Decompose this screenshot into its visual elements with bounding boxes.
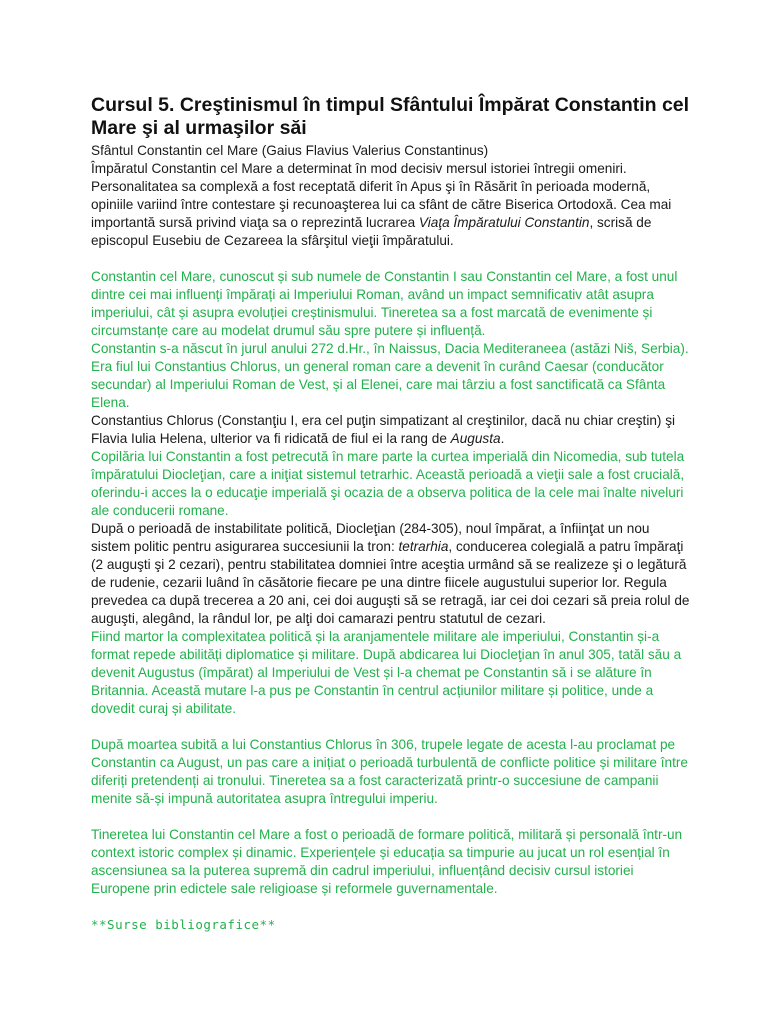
dark-paragraph-2-part2: , conducerea colegială a patru împăraţi (2 auguşti şi 2 cezari), pentru stabilitatea domniei între aceştia urmând să se realizeze şi o legătură de rudenie, cezarii luând în căsătorie fiecare pe una dintre fiicele augustului superior lor. Regula prevedea ca după trecerea a 20 ani, cei doi auguşti să se retragă, iar cei doi cezari să preia rolul de auguşti, alegând, la rândul lor, pe alţi doi camarazi pentru statutul de cezari. — [91, 539, 690, 626]
paragraph-gap — [91, 250, 691, 268]
green-paragraph-2: Constantin s-a născut în jurul anului 272 d.Hr., în Naissus, Dacia Mediteraneea (astăzi Niš, Serbia). Era fiul lui Constantius Chlorus, un general roman care a devenit în curând Caesar (conducător secundar) al Imperiului Roman de Vest, și al Elenei, care mai târziu a fost sanctificată ca Sfânta Elena. — [91, 341, 689, 410]
dark-paragraph-1-text: Constantius Chlorus (Constanţiu I, era cel puţin simpatizant al creştinilor, dacă nu chiar creştin) şi Flavia Iulia Helena, ulterior va fi ridicată de fiul ei la rang de — [91, 413, 676, 446]
document-title: Cursul 5. Creştinismul în timpul Sfântului Împărat Constantin cel Mare şi al urmaşilor săi — [91, 94, 690, 139]
sources-heading: **Surse bibliografice** — [91, 917, 276, 932]
document-subtitle: Sfântul Constantin cel Mare (Gaius Flavius Valerius Constantinus) — [91, 143, 489, 158]
document-page — [91, 94, 691, 934]
dark-paragraph-2-italic: tetrarhia — [398, 539, 449, 554]
dark-paragraph-2-part1: După o perioadă de instabilitate politică, Diocleţian (284-305), noul împărat, a înfiinţat un nou sistem politic pentru asigurarea succesiunii la tron: — [91, 521, 650, 554]
intro-text-part1: Împăratul Constantin cel Mare a determinat în mod decisiv mersul istoriei întregii omeniri. Personalitatea sa complexă a fost receptată diferit în Apus şi în Răsărit în perioada modernă, opiniile variind între contestare şi recunoaşterea lui ca sfânt de către Biserica Ortodoxă. Cea mai importantă sursă privind viaţa sa o reprezintă lucrarea — [91, 161, 672, 230]
dark-paragraph-1 — [91, 412, 691, 448]
dark-paragraph-2 — [91, 520, 691, 628]
paragraph-gap — [91, 718, 691, 736]
green-paragraph-4: Fiind martor la complexitatea politică și la aranjamentele militare ale imperiului, Constantin și-a format repede abilități diplomatice și militare. După abdicarea lui Diocleţian în anul 305, tatăl său a devenit Augustus (împărat) al Imperiului de Vest și l-a chemat pe Constantin să i se alăture în Britannia. Această mutare l-a pus pe Constantin în centrul acțiunilor militare și politice, unde a dovedit curaj și abilitate. — [91, 629, 682, 716]
paragraph-gap — [91, 808, 691, 826]
intro-text-part2: , scrisă de episcopul Eusebiu de Cezareea la sfârşitul vieţii împăratului. — [91, 215, 652, 248]
intro-paragraph — [91, 160, 691, 250]
intro-italic-title: Viaţa Împăratului Constantin — [418, 215, 590, 230]
dark-paragraph-1-end: . — [500, 431, 505, 446]
green-paragraph-6: Tineretea lui Constantin cel Mare a fost o perioadă de formare politică, militară și personală într-un context istoric complex și dinamic. Experiențele și educația sa timpurie au jucat un rol esențial în ascensiunea sa la puterea supremă din cadrul imperiului, influențând decisiv cursul istoriei Europene prin edictele sale religioase și reformele guvernamentale. — [91, 827, 683, 896]
green-paragraph-5: După moartea subită a lui Constantius Chlorus în 306, trupele legate de acesta l-au proclamat pe Constantin ca August, un pas care a inițiat o perioadă turbulentă de conflicte politice și militare între diferiți pretendenți ai tronului. Tineretea sa a fost caracterizată printr-o succesiune de campanii menite să-și impună autoritatea asupra întregului imperiu. — [91, 737, 688, 806]
green-paragraph-3: Copilăria lui Constantin a fost petrecută în mare parte la curtea imperială din Nicomedia, sub tutela împăratului Diocleţian, care a iniţiat sistemul tetrarhic. Această perioadă a vieţii sale a fost crucială, oferindu-i acces la o educaţie imperială şi ocazia de a observa politica de la cele mai înalte niveluri ale conducerii romane. — [91, 449, 685, 518]
paragraph-gap — [91, 898, 691, 916]
dark-paragraph-1-italic: Augusta — [450, 431, 501, 446]
green-paragraph-1: Constantin cel Mare, cunoscut și sub numele de Constantin I sau Constantin cel Mare, a fost unul dintre cei mai influenți împărați ai Imperiului Roman, având un impact semnificativ atât asupra imperiului, cât și asupra evoluției creștinismului. Tineretea sa a fost marcată de evenimente și circumstanțe care au modelat drumul său spre putere și influență. — [91, 269, 678, 338]
